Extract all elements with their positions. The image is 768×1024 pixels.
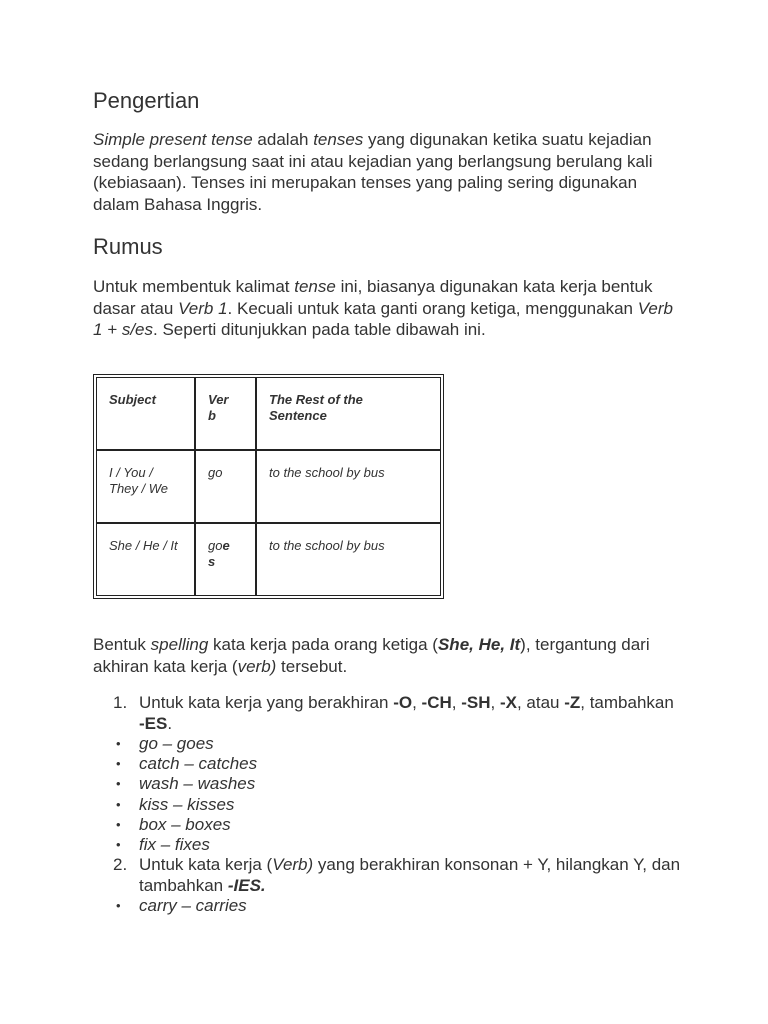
text-fragment: . Seperti ditunjukkan pada table dibawah ini.: [153, 320, 486, 339]
list-item-rule-2: [93, 855, 683, 896]
suffix-ch: -CH: [421, 693, 452, 712]
term-verb-1: Verb 1: [178, 298, 228, 318]
cell-verb: [195, 450, 256, 523]
term-tenses: tenses: [313, 130, 364, 149]
verb-text: go: [208, 465, 223, 480]
list-item: [93, 774, 683, 795]
header-rest: [256, 377, 441, 450]
text-fragment: ,: [451, 693, 462, 712]
suffix-sh: -SH: [461, 693, 491, 712]
text-fragment: , tambahkan: [580, 693, 674, 712]
cell-verb: [195, 523, 256, 596]
heading-pengertian: Pengertian: [93, 88, 200, 113]
rule-2-text: [139, 855, 683, 896]
list-item: [93, 815, 683, 836]
list-item: [93, 835, 683, 856]
list-item: [93, 734, 683, 755]
term-verb-1-ses: Verb 1 + s/es: [93, 298, 673, 339]
paragraph-rumus: [93, 276, 683, 341]
text-fragment: ), tergantung dari akhiran kata kerja (: [93, 635, 650, 676]
cell-subject-text: I / You / They / We: [109, 465, 169, 496]
example-text: wash – washes: [139, 774, 256, 793]
table-row: [96, 523, 441, 596]
verb-text: go: [208, 538, 223, 553]
text-fragment: Untuk membentuk kalimat: [93, 277, 295, 296]
header-subject: Subject: [96, 377, 195, 450]
term-simple-present-tense: Simple present tense: [93, 130, 253, 149]
suffix-z: -Z: [564, 693, 581, 712]
header-verb-part: Ver: [208, 392, 229, 407]
example-text: box – boxes: [139, 815, 231, 834]
text-fragment: Bentuk: [93, 635, 151, 654]
header-rest-text: The Rest of the Sentence: [269, 392, 363, 423]
bullet-icon: •: [116, 756, 121, 771]
text-fragment: adalah: [252, 130, 314, 149]
text-fragment: tersebut.: [276, 656, 348, 676]
cell-subject: [96, 523, 195, 596]
text-fragment: Untuk kata kerja yang berakhiran: [139, 693, 394, 712]
term-she-he-it: She, He, It: [437, 635, 521, 654]
verb-suffix: e: [222, 538, 230, 553]
text-fragment: yang digunakan ketika suatu kejadian sedang berlangsung saat ini atau kejadian yang berlangsung berulang kali (kebiasaan). Tenses ini merupakan tenses yang paling sering digunakan dalam Bahasa Inggris.: [93, 130, 653, 214]
cell-subject: [96, 450, 195, 523]
text-fragment: ,: [412, 693, 422, 712]
table-row: [96, 450, 441, 523]
suffix-es: -ES: [139, 713, 168, 733]
text-fragment: yang berakhiran konsonan + Y, hilangkan Y, dan tambahkan: [139, 855, 681, 895]
text-fragment: kata kerja pada orang ketiga (: [208, 635, 438, 654]
header-verb-part: b: [208, 407, 216, 423]
list-item: [93, 896, 683, 917]
list-number: 2.: [113, 855, 128, 874]
example-text: go – goes: [139, 734, 214, 753]
tense-table-grid: [96, 377, 441, 596]
text-fragment: ini, biasanya digunakan kata kerja bentuk dasar atau: [93, 277, 653, 318]
text-fragment: Untuk kata kerja (: [139, 855, 273, 874]
text-fragment: .: [167, 713, 173, 733]
example-text: fix – fixes: [139, 835, 210, 854]
heading-rumus: Rumus: [93, 234, 163, 259]
paragraph-spelling-intro: [93, 634, 683, 677]
rule-1-text: [139, 693, 683, 734]
list-item-rule-1: [93, 693, 683, 734]
list-item: [93, 754, 683, 775]
bullet-icon: •: [116, 837, 121, 852]
example-text: kiss – kisses: [139, 795, 235, 814]
term-spelling: spelling: [150, 635, 209, 654]
text-fragment: ,: [490, 693, 500, 712]
term-verb: verb): [237, 656, 277, 676]
bullet-icon: •: [116, 776, 121, 791]
suffix-x: -X: [499, 693, 517, 712]
bullet-icon: •: [116, 898, 121, 913]
cell-rest: to the school by bus: [256, 450, 441, 523]
text-fragment: , atau: [516, 693, 565, 712]
bullet-icon: •: [116, 797, 121, 812]
bullet-icon: •: [116, 736, 121, 751]
term-tense: tense: [294, 277, 336, 296]
header-verb: [195, 377, 256, 450]
term-verb: Verb): [272, 855, 314, 874]
bullet-icon: •: [116, 817, 121, 832]
list-item: [93, 795, 683, 816]
verb-suffix: s: [208, 553, 216, 569]
tense-table: [93, 374, 444, 599]
suffix-ies: -IES.: [227, 875, 266, 895]
suffix-o: -O: [393, 693, 413, 712]
table-header-row: [96, 377, 441, 450]
text-fragment: . Kecuali untuk kata ganti orang ketiga, menggunakan: [227, 298, 638, 318]
example-text: catch – catches: [139, 754, 258, 773]
paragraph-pengertian: [93, 129, 683, 215]
cell-rest: to the school by bus: [256, 523, 441, 596]
example-text: carry – carries: [139, 896, 247, 915]
list-number: 1.: [113, 693, 128, 712]
cell-subject-text: She / He / It: [109, 538, 178, 553]
